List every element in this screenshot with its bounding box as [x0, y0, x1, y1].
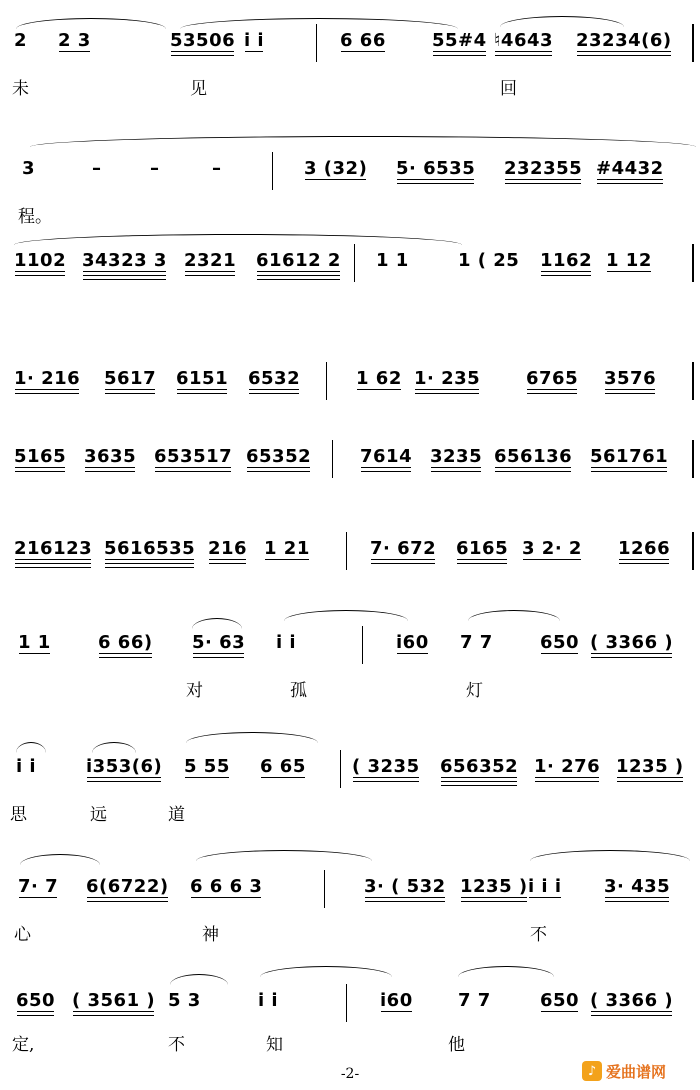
note-group: i̇353(6) [86, 756, 162, 778]
score-system-8 [0, 756, 700, 856]
note-group: 6165 [456, 538, 508, 560]
score-system-6 [0, 538, 700, 638]
note-group: 5 55 [184, 756, 230, 777]
note-group: i̇ i̇ i̇ [528, 876, 562, 897]
note-group: 561761 [590, 446, 668, 468]
note-group: 216123 [14, 538, 92, 560]
note-group: 2 3 [58, 30, 91, 51]
note-group: 1· 235 [414, 368, 480, 390]
note-group: 232355 [504, 158, 582, 180]
lyric: 思 [10, 805, 27, 825]
lyric: 定, [12, 1035, 35, 1055]
phrase-slur [500, 16, 624, 27]
note-group: 65352 [246, 446, 311, 468]
phrase-slur [16, 742, 46, 753]
bar-line [692, 532, 694, 570]
page-number: -2- [340, 1066, 360, 1082]
note-group: 1 1 [376, 250, 409, 271]
note-group: 1· 216 [14, 368, 80, 390]
music-note-icon: ♪ [582, 1061, 602, 1081]
note-group: 1 12 [606, 250, 652, 271]
note-group: 61612 2 [256, 250, 341, 272]
bar-line [692, 24, 694, 62]
note-group: – [212, 158, 222, 179]
note-group: ( 3366 ) [590, 990, 673, 1012]
note-group: ♮4643 [494, 30, 553, 52]
note-group: 1· 276 [534, 756, 600, 778]
note-group: 5· 63 [192, 632, 245, 654]
note-group: i̇60 [380, 990, 413, 1011]
note-group: i̇60 [396, 632, 429, 653]
note-group: i̇ i̇ [258, 990, 279, 1011]
note-group: 6(6722) [86, 876, 169, 898]
bar-line [346, 984, 347, 1022]
score-system-7 [0, 632, 700, 732]
score-system-9 [0, 876, 700, 976]
note-group: 656352 [440, 756, 518, 778]
bar-line [354, 244, 355, 282]
bar-line [272, 152, 273, 190]
note-group: 1 1 [18, 632, 51, 653]
note-group: 650 [540, 632, 580, 653]
lyric: 见 [190, 79, 207, 99]
score-system-3 [0, 250, 700, 350]
lyric: 不 [168, 1035, 185, 1055]
note-group: – [150, 158, 160, 179]
note-group: 5165 [14, 446, 66, 468]
lyric: 对 [186, 681, 203, 701]
lyric: 远 [90, 805, 107, 825]
bar-line [692, 440, 694, 478]
bar-line [326, 362, 327, 400]
note-group: 1235 ) [460, 876, 528, 898]
note-group: 2 [14, 30, 28, 51]
note-group: 6 66) [98, 632, 153, 654]
note-group: 7 7 [458, 990, 491, 1011]
note-group: 7· 672 [370, 538, 436, 560]
bar-line [332, 440, 333, 478]
lyric: 孤 [290, 681, 307, 701]
note-group: 1162 [540, 250, 592, 272]
note-group: 5616535 [104, 538, 195, 560]
note-group: 23234(6) [576, 30, 672, 52]
note-group: i̇ i̇ [16, 756, 37, 777]
note-group: i̇ i̇ [244, 30, 265, 51]
site-watermark [582, 1060, 696, 1082]
note-group: 650 [540, 990, 580, 1011]
note-group: 656136 [494, 446, 572, 468]
note-group: ( 3561 ) [72, 990, 155, 1012]
phrase-slur [186, 732, 318, 743]
lyric: 回 [500, 79, 517, 99]
lyric: 未 [12, 79, 29, 99]
note-group: 3635 [84, 446, 136, 468]
note-group: 3 2· 2 [522, 538, 582, 559]
score-system-5 [0, 446, 700, 546]
bar-line [324, 870, 325, 908]
note-group: 5· 6535 [396, 158, 475, 180]
lyric: 道 [168, 805, 185, 825]
phrase-slur [180, 18, 458, 29]
note-group: 6765 [526, 368, 578, 390]
note-group: 6532 [248, 368, 300, 390]
note-group: 7· 7 [18, 876, 59, 897]
bar-line [362, 626, 363, 664]
note-group: 3576 [604, 368, 656, 390]
note-group: ( 3366 ) [590, 632, 673, 654]
note-group: 2321 [184, 250, 236, 272]
note-group: 6 66 [340, 30, 386, 51]
phrase-slur [30, 136, 696, 147]
note-group: 3235 [430, 446, 482, 468]
bar-line [692, 362, 694, 400]
note-group: 3· 435 [604, 876, 670, 898]
score-system-1 [0, 30, 700, 130]
note-group: 1 ( 25 [458, 250, 520, 271]
note-group: #4432 [596, 158, 664, 180]
note-group: 6151 [176, 368, 228, 390]
bar-line [316, 24, 317, 62]
note-group: 3 [22, 158, 36, 179]
lyric: 知 [266, 1035, 283, 1055]
note-group: 6 6 6 3 [190, 876, 263, 897]
note-group: 5617 [104, 368, 156, 390]
note-group: 7614 [360, 446, 412, 468]
note-group: 216 [208, 538, 247, 560]
note-group: 55#4 [432, 30, 487, 52]
note-group: 6 65 [260, 756, 306, 777]
phrase-slur [16, 18, 166, 29]
note-group: 653517 [154, 446, 232, 468]
note-group: 1235 ) [616, 756, 684, 778]
note-group: 7 7 [460, 632, 493, 653]
note-group: i̇ i̇ [276, 632, 297, 653]
lyric: 心 [14, 925, 31, 945]
bar-line [692, 244, 694, 282]
note-group: – [92, 158, 102, 179]
note-group: 650 [16, 990, 55, 1012]
lyric: 神 [202, 925, 219, 945]
lyric: 不 [530, 925, 547, 945]
lyric: 他 [448, 1035, 465, 1055]
note-group: 1102 [14, 250, 66, 272]
phrase-slur [92, 742, 136, 753]
bar-line [346, 532, 347, 570]
note-group: ( 3235 [352, 756, 420, 778]
note-group: 1 62 [356, 368, 402, 389]
note-group: 1 21 [264, 538, 310, 559]
lyric: 灯 [466, 681, 483, 701]
note-group: 1266 [618, 538, 670, 560]
note-group: 5 3 [168, 990, 201, 1011]
watermark-text: 爱曲谱网 [606, 1062, 667, 1081]
lyric: 程。 [18, 207, 52, 227]
note-group: 34323 3 [82, 250, 167, 272]
note-group: 53506 [170, 30, 235, 52]
bar-line [340, 750, 341, 788]
note-group: 3· ( 532 [364, 876, 446, 898]
note-group: 3 (32) [304, 158, 368, 179]
